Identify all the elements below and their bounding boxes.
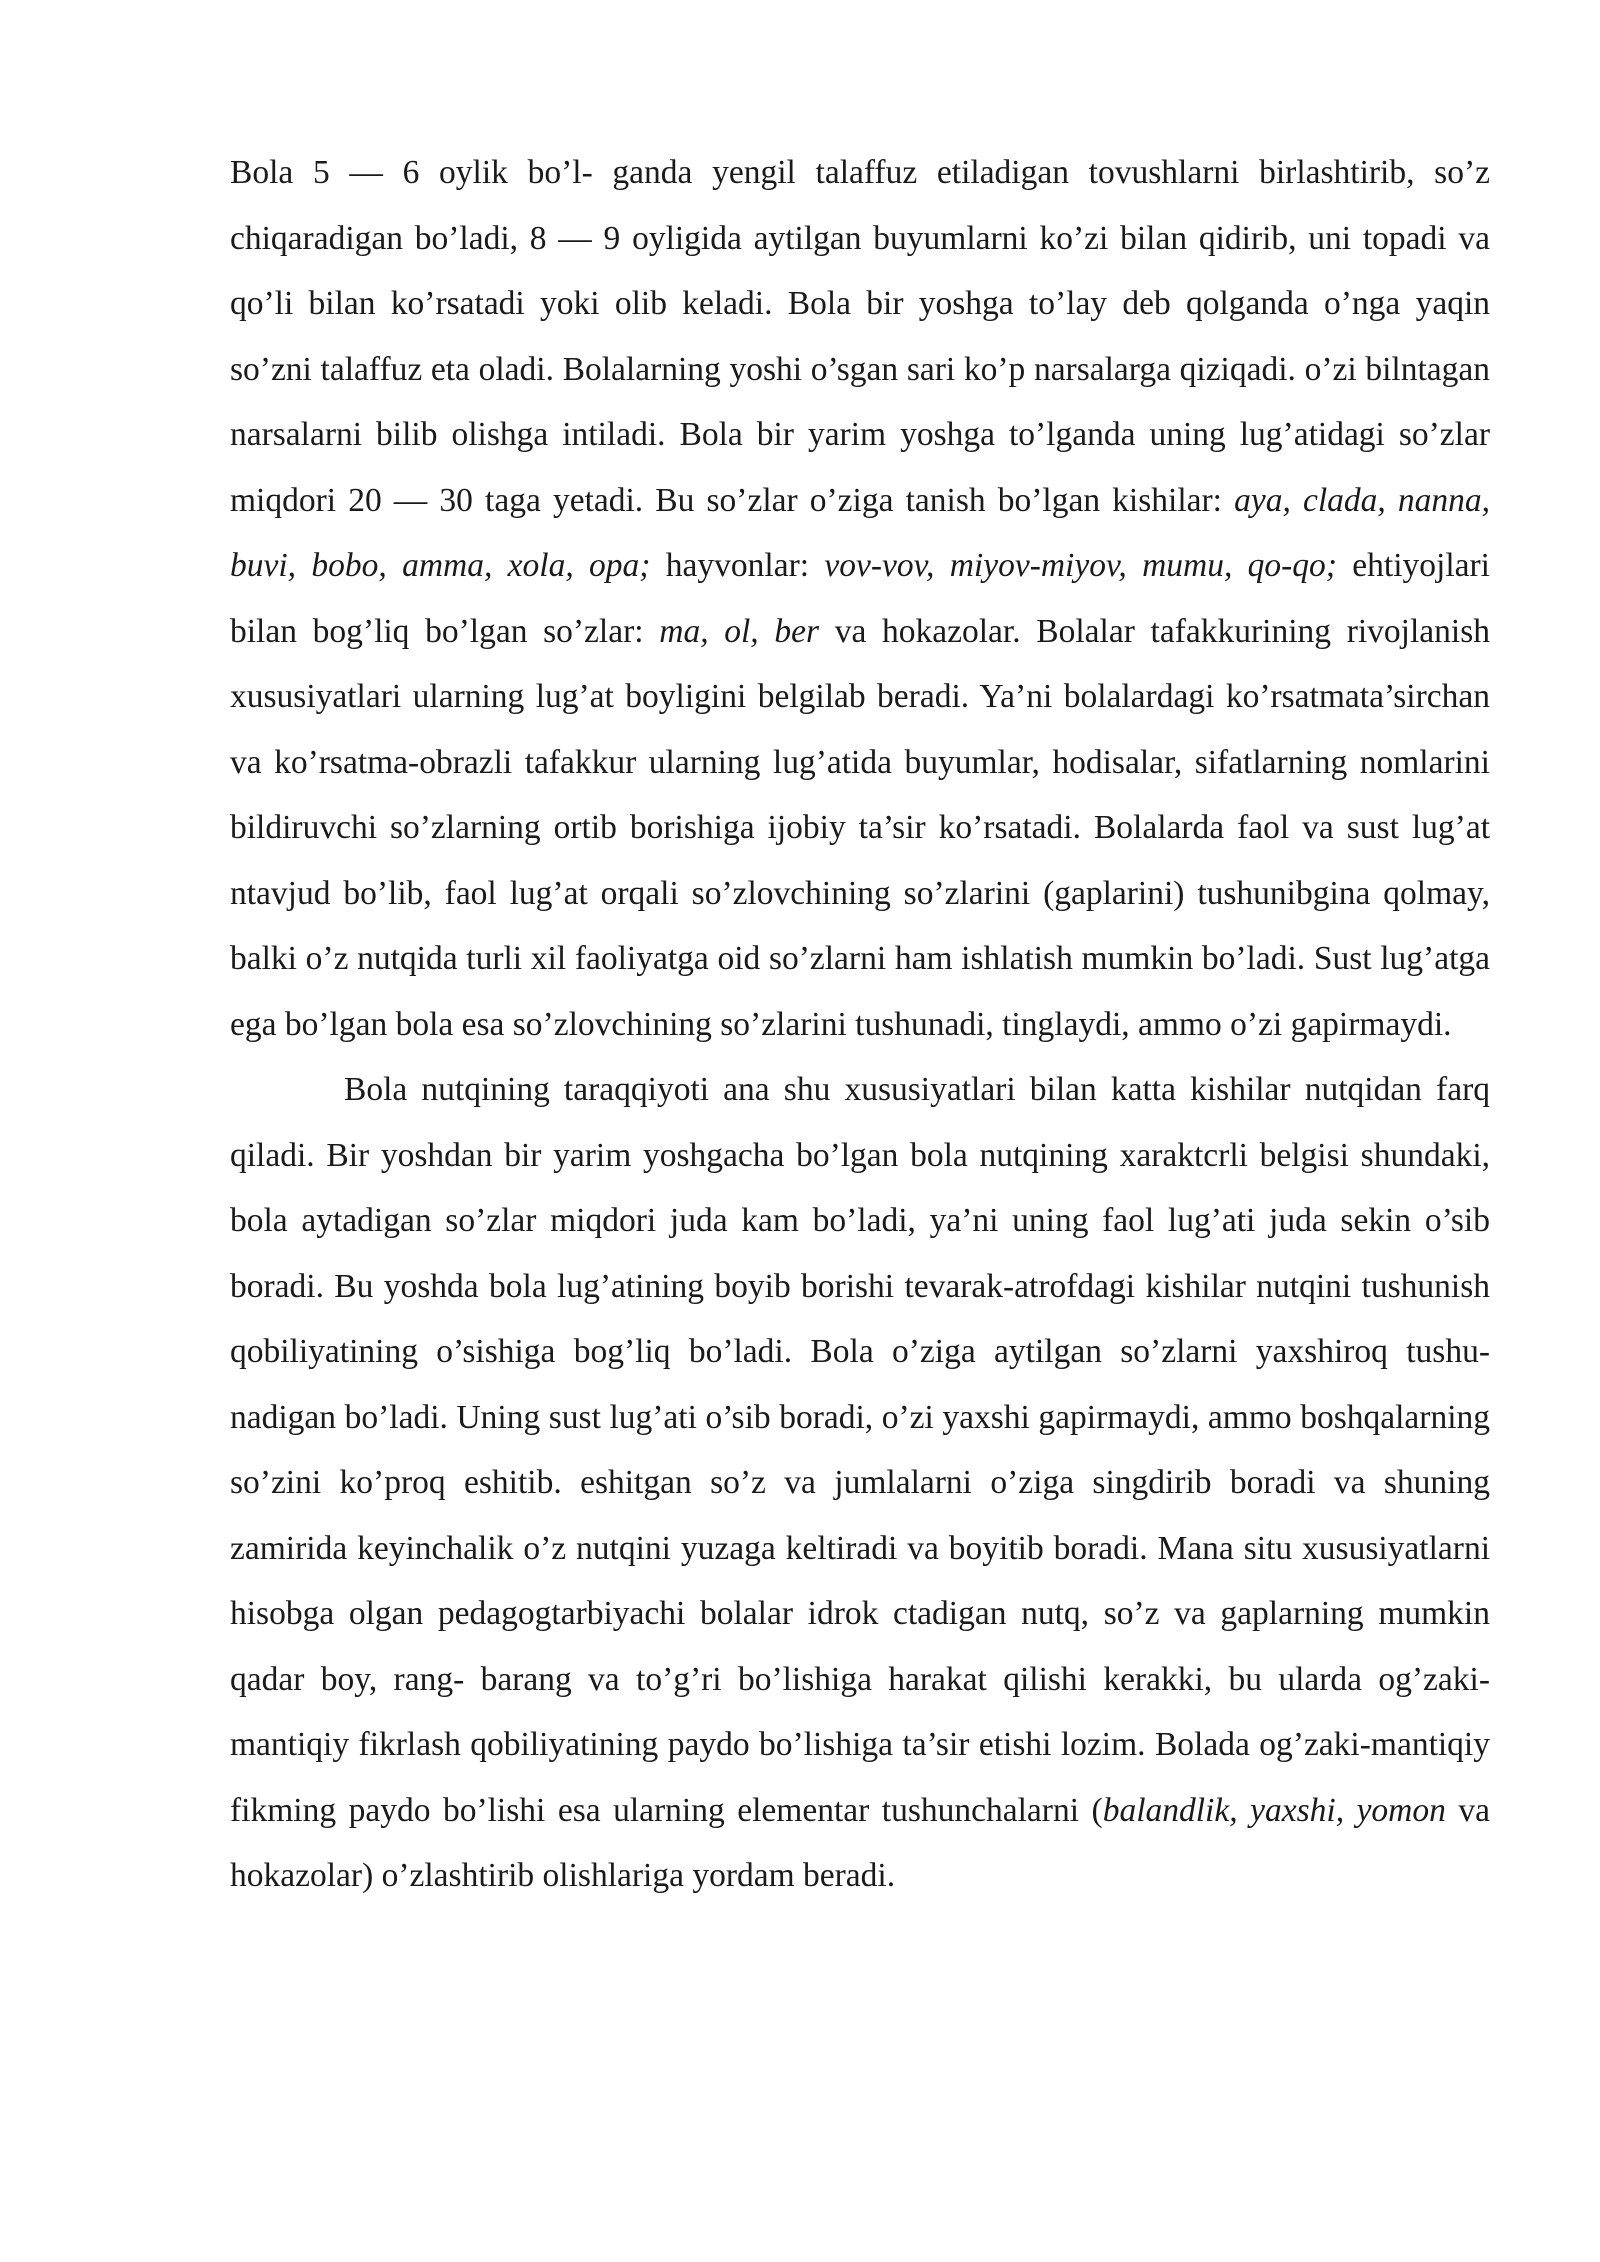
paragraph-1-text-4: va hokazolar. Bolalar tafakkurining rivojlanish xususiyatlari ularning lug’at boyligini belgilab beradi. Ya’ni bolalardagi ko’rsatmata’sirchan va ko’rsatma-obrazli tafakkur ularning lug’atida buyumlar, hodisalar, sifatlarning nomlarini bildiruvchi so’zlarning ortib borishiga ijobiy ta’sir ko’rsatadi. Bolalarda faol va sust lug’at ntavjud bo’lib, faol lug’at orqali so’zlovchining so’zlarini (gaplarini) tushunibgina qolmay, balki o’z nutqida turli xil faoliyatga oid so’zlarni ham ishlatish mumkin bo’ladi. Sust lug’atga ega bo’lgan bola esa so’zlovchining so’zlarini tushunadi, tinglaydi, ammo o’zi gapirmaydi. [230, 612, 1490, 1043]
paragraph-1-text-3: ehtiyojlari bilan bog’liq bo’lgan so’zlar: [230, 547, 1490, 650]
paragraph-2-text-1: Bola nutqining taraqqiyoti ana shu xususiyatlari bilan katta kishilar nutqidan farq qiladi. Bir yoshdan bir yarim yoshgacha bo’lgan bola nutqining xaraktcrli belgisi shundaki, bola aytadigan so’zlar miqdori juda kam bo’ladi, ya’ni uning faol lug’ati juda sekin o’sib boradi. Bu yoshda bola lug’atining boyib borishi tevarak-atrofdagi kishilar nutqini tushunish qobiliyatining o’sishiga bog’liq bo’ladi. Bola o’ziga aytilgan so’zlarni yaxshiroq tushu- nadigan bo’ladi. Uning sust lug’ati o’sib boradi, o’zi yaxshi gapirmaydi, ammo boshqalarning so’zini ko’proq eshitib. eshitgan so’z va jumlalarni o’ziga singdirib boradi va shuning zamirida keyinchalik o’z nutqini yuzaga keltiradi va boyitib boradi. Mana situ xususiyatlarni hisobga olgan pedagogtarbiyachi bolalar idrok ctadigan nutq, so’z va gaplarning mumkin qadar boy, rang- barang va to’g’ri bo’lishiga harakat qilishi kerakki, bu ularda og’zaki-mantiqiy fikrlash qobiliyatining paydo bo’lishiga ta’sir etishi lozim. Bolada og’zaki-mantiqiy fikming paydo bo’lishi esa ularning elementar tushunchalarni ( [230, 1071, 1490, 1829]
paragraph-2-text-2: va hokazolar) o’zlashtirib olishlariga yordam beradi. [230, 1791, 1491, 1894]
paragraph-1-italic-family-words: aya, clada, nanna, buvi, bobo, amma, xola, opa; [230, 481, 1490, 584]
paragraph-1-italic-animal-words: vov-vov, miyov-miyov, mumu, qo-qo; [824, 547, 1337, 584]
paragraph-2 [230, 1057, 1490, 1909]
paragraph-1-italic-need-words: ma, ol, ber [659, 612, 820, 650]
document-page [230, 140, 1490, 1909]
paragraph-1-text-1: Bola 5 — 6 oylik bo’l- ganda yengil talaffuz etiladigan tovushlarni birlashtirib, so’z chiqaradigan bo’ladi, 8 — 9 oyligida aytilgan buyumlarni ko’zi bilan qidirib, uni topadi va qo’li bilan ko’rsatadi yoki olib keladi. Bola bir yoshga to’lay deb qolganda o’nga yaqin so’zni talaffuz eta oladi. Bolalarning yoshi o’sgan sari ko’p narsalarga qiziqadi. o’zi bilntagan narsalarni bilib olishga intiladi. Bola bir yarim yoshga to’lganda uning lug’atidagi so’zlar miqdori 20 — 30 taga yetadi. Bu so’zlar o’ziga tanish bo’lgan kishilar: [230, 154, 1490, 519]
paragraph-1-text-2: hayvonlar: [650, 547, 825, 584]
paragraph-2-italic-concepts: balandlik, yaxshi, yomon [1102, 1791, 1446, 1829]
paragraph-1 [230, 140, 1490, 1057]
